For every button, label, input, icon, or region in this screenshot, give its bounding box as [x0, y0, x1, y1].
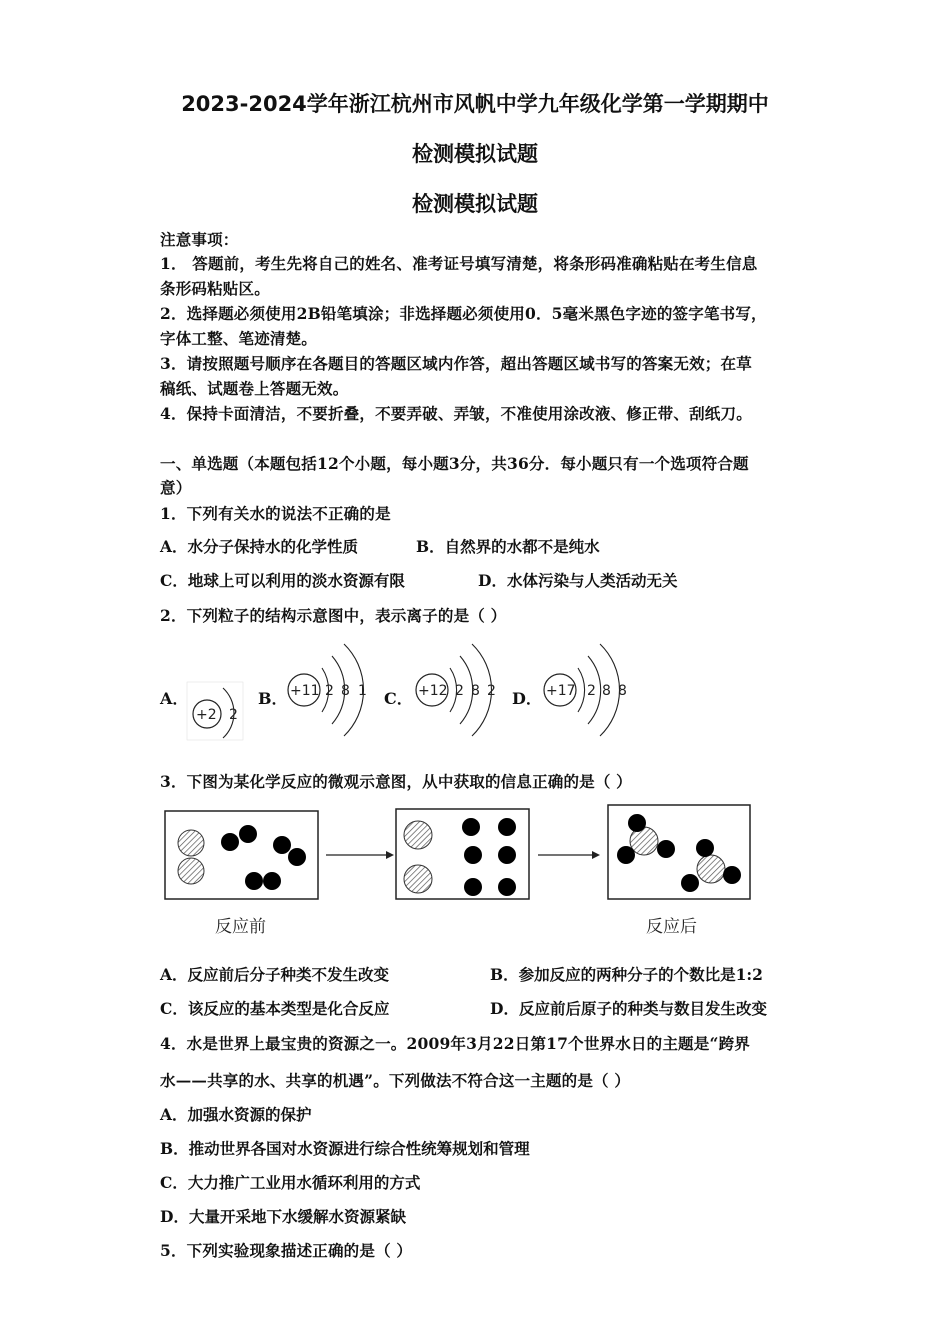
q1-option-d: D．水体污染与人类活动无关	[478, 571, 678, 590]
q3-stem: 3．下图为某化学反应的微观示意图，从中获取的信息正确的是（ ）	[160, 772, 632, 791]
q1-option-a: A．水分子保持水的化学性质	[160, 537, 359, 556]
notice-line: 条形码粘贴区。	[160, 279, 270, 298]
black-atom	[464, 846, 482, 864]
q5-stem: 5．下列实验现象描述正确的是（ ）	[160, 1241, 413, 1260]
black-atom	[462, 818, 480, 836]
q4-option-a: A．加强水资源的保护	[160, 1105, 312, 1124]
notice-heading: 注意事项：	[160, 230, 239, 249]
black-atom	[723, 866, 741, 884]
atom-a-shell-1: 2	[229, 707, 238, 723]
notice-line: 稿纸、试题卷上答题无效。	[160, 379, 349, 398]
atom-c-nucleus: +12	[418, 683, 448, 699]
atom-a-nucleus: +2	[196, 707, 217, 723]
q4-stem-cont: 水——共享的水、共享的机遇”。下列做法不符合这一主题的是（ ）	[160, 1071, 631, 1090]
notice-line: 2．选择题必须使用2B铅笔填涂；非选择题必须使用0．5毫米黑色字迹的签字笔书写，	[160, 304, 767, 323]
black-atom	[288, 848, 306, 866]
black-atom	[263, 872, 281, 890]
atom-b-shell-1: 2	[325, 683, 334, 699]
atom-b-shell-2: 8	[341, 683, 350, 699]
q2-label-c: C．	[384, 689, 413, 708]
q3-option-d: D．反应前后原子的种类与数目发生改变	[490, 999, 767, 1018]
hatched-atom	[178, 830, 204, 856]
q1-option-b: B．自然界的水都不是纯水	[416, 537, 600, 556]
atom-diagram-c	[410, 632, 500, 740]
hatched-atom	[697, 855, 725, 883]
atom-d-shell-3: 8	[618, 683, 627, 699]
page-subtitle: 检测模拟试题	[412, 142, 538, 166]
q3-option-a: A．反应前后分子种类不发生改变	[160, 965, 390, 984]
q2-label-a: A．	[160, 689, 189, 708]
q2-label-b: B．	[258, 689, 288, 708]
q4-option-d: D．大量开采地下水缓解水资源紧缺	[160, 1207, 406, 1226]
page-title: 2023-2024学年浙江杭州市风帆中学九年级化学第一学期期中	[181, 92, 769, 116]
q3-option-b: B．参加反应的两种分子的个数比是1:2	[490, 965, 763, 984]
q4-option-c: C．大力推广工业用水循环利用的方式	[160, 1173, 421, 1192]
atom-c-shell-3: 2	[487, 683, 496, 699]
notice-line: 字体工整、笔迹清楚。	[160, 329, 318, 348]
caption-after: 反应后	[646, 917, 697, 937]
atom-diagram-a	[185, 680, 245, 742]
black-atom	[221, 833, 239, 851]
hatched-atom	[404, 865, 432, 893]
black-atom	[498, 878, 516, 896]
black-atom	[239, 825, 257, 843]
q4-stem: 4．水是世界上最宝贵的资源之一。2009年3月22日第17个世界水日的主题是“跨界	[160, 1034, 750, 1053]
black-atom	[657, 840, 675, 858]
q2-label-d: D．	[512, 689, 542, 708]
black-atom	[681, 874, 699, 892]
black-atom	[696, 839, 714, 857]
black-atom	[245, 872, 263, 890]
q2-stem: 2．下列粒子的结构示意图中，表示离子的是（ ）	[160, 606, 507, 625]
black-atom	[628, 814, 646, 832]
black-atom	[498, 818, 516, 836]
black-atom	[273, 836, 291, 854]
atom-c-shell-2: 8	[471, 683, 480, 699]
q3-option-c: C．该反应的基本类型是化合反应	[160, 999, 390, 1018]
atom-b-shell-3: 1	[358, 683, 367, 699]
black-atom	[464, 878, 482, 896]
q1-stem: 1．下列有关水的说法不正确的是	[160, 504, 391, 523]
black-atom	[617, 846, 635, 864]
section-heading-cont: 意）	[160, 478, 192, 497]
notice-line: 1． 答题前，考生先将自己的姓名、准考证号填写清楚，将条形码准确粘贴在考生信息	[160, 254, 758, 273]
section-heading: 一、单选题（本题包括12个小题，每小题3分，共36分．每小题只有一个选项符合题	[160, 454, 749, 473]
hatched-atom	[404, 821, 432, 849]
notice-line: 3．请按照题号顺序在各题目的答题区域内作答，超出答题区域书写的答案无效；在草	[160, 354, 752, 373]
q1-option-c: C．地球上可以利用的淡水资源有限	[160, 571, 405, 590]
atom-d-nucleus: +17	[546, 683, 576, 699]
atom-c-shell-1: 2	[455, 683, 464, 699]
atom-d-shell-1: 2	[587, 683, 596, 699]
reaction-diagram	[164, 805, 754, 903]
page-subtitle-repeat: 检测模拟试题	[412, 192, 538, 216]
q4-option-b: B．推动世界各国对水资源进行综合性统筹规划和管理	[160, 1139, 530, 1158]
atom-b-nucleus: +11	[290, 683, 320, 699]
atom-diagram-b	[282, 632, 372, 740]
caption-before: 反应前	[215, 917, 266, 937]
black-atom	[498, 846, 516, 864]
atom-d-shell-2: 8	[602, 683, 611, 699]
atom-diagram-d	[538, 632, 630, 740]
notice-line: 4．保持卡面清洁，不要折叠，不要弄破、弄皱，不准使用涂改液、修正带、刮纸刀。	[160, 404, 752, 423]
hatched-atom	[178, 858, 204, 884]
